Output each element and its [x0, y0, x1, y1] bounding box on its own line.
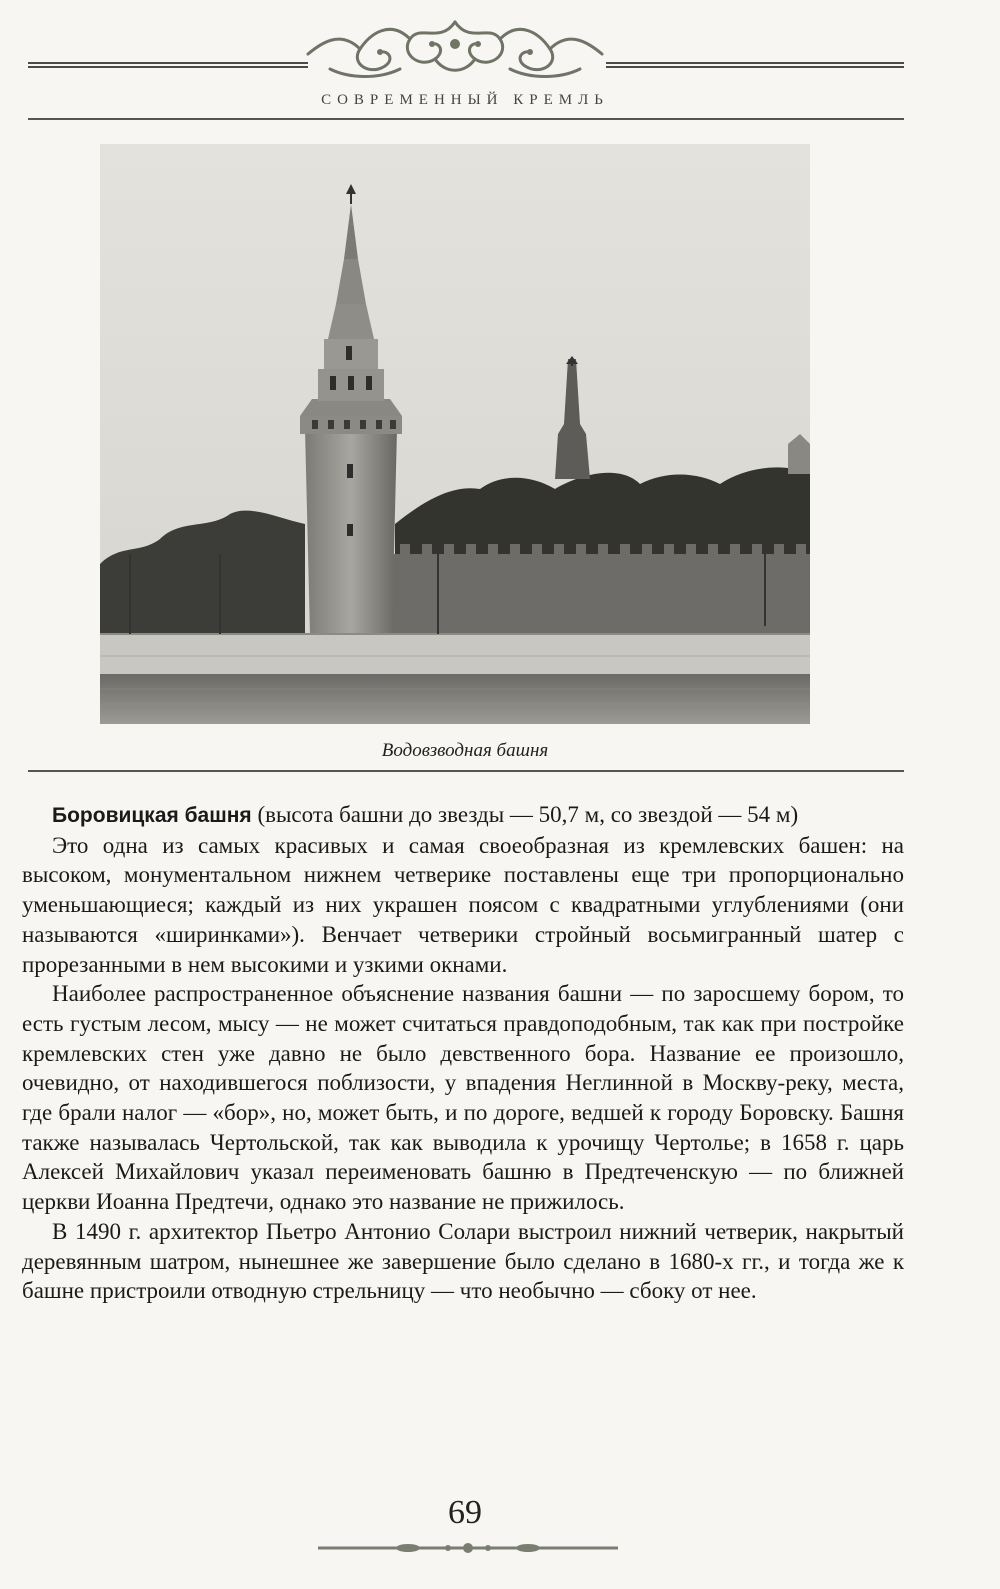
caption-rule — [28, 770, 904, 772]
header-rule-right — [606, 62, 904, 68]
header-rule-left — [28, 62, 308, 68]
article-body — [22, 800, 904, 1306]
running-title: СОВРЕМЕННЫЙ КРЕМЛЬ — [321, 92, 609, 108]
paragraph: Это одна из самых красивых и самая своеобразная из кремлевских башен: на высоком, монументальном нижнем четверике поставлены еще три пропорционально уменьшающиеся; каждый из них украшен поясом с квадратными углублениями (они называются «ширинками»). Венчает четверики стройный восьмигранный шатер с прорезанными в нем высокими и узкими окнами. — [22, 832, 904, 977]
header-ornament — [300, 14, 610, 84]
paragraph: В 1490 г. архитектор Пьетро Антонио Солари выстроил нижний четверик, накрытый деревянным шатром, нынешнее же завершение было сделано в 1680-х гг., и тогда же к башне пристроили отводную стрельницу — что необычно — сбоку от нее. — [22, 1218, 904, 1304]
footer-ornament — [318, 1538, 618, 1558]
paragraph: Наиболее распространенное объяснение названия башни — по заросшему бором, то есть густым лесом, мысу — не может считаться правдоподобным, так как при постройке кремлевских стен уже давно не было девственного бора. Название ее произошло, очевидно, от находившегося поблизости, у впадения Неглинной в Москву-реку, места, где брали налог — «бор», но, может быть, и по дороге, ведшей к городу Боровску. Башня также называлась Чертольской, так как выводила к урочищу Чертолье; в 1658 г. царь Алексей Михайлович указал переименовать башню в Предтеченскую — по ближней церкви Иоанна Предтечи, однако это название не прижилось. — [22, 981, 904, 1215]
tower-photo — [100, 144, 810, 724]
header-underline — [28, 118, 904, 120]
article-lead — [22, 800, 904, 831]
article-heading: Боровицкая башня — [52, 804, 252, 827]
photo-caption: Водовзводная башня — [381, 740, 549, 761]
water-tower-illustration — [100, 144, 810, 724]
page-number: 69 — [448, 1494, 482, 1531]
article-heading-note: (высота башни до звезды — 50,7 м, со звездой — 54 м) — [257, 802, 799, 827]
